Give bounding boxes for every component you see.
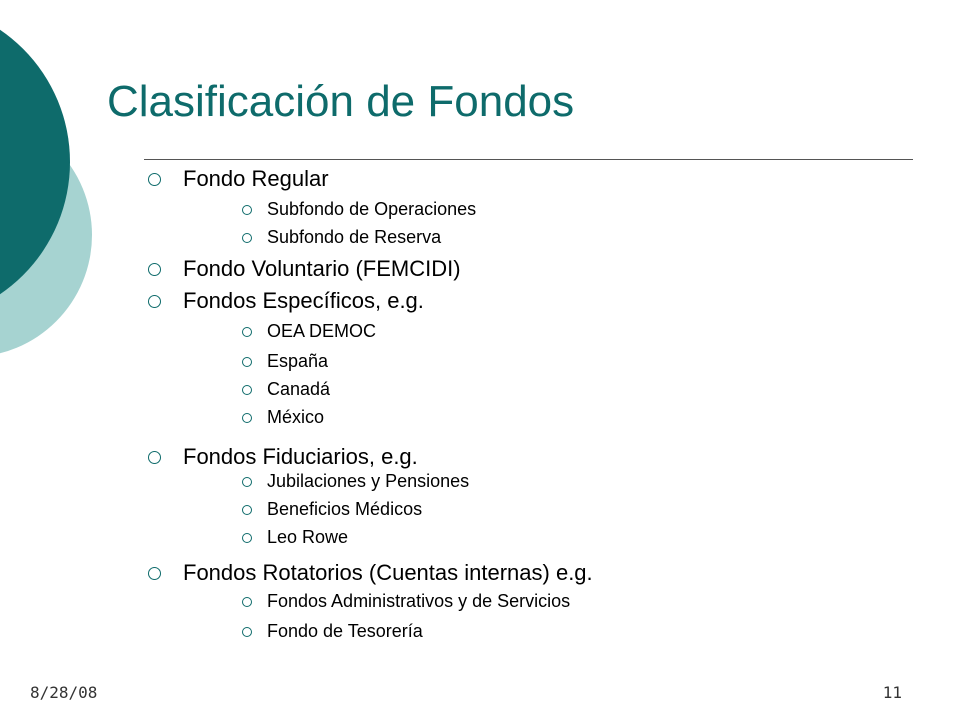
- sub-bullet-item: [267, 350, 328, 372]
- bullet-text: España: [267, 351, 329, 371]
- bullet-text: Subfondo de Reserva: [267, 227, 442, 247]
- sub-bullet-item: [267, 620, 423, 642]
- sub-bullet-item: [267, 198, 476, 220]
- bullet-item: [183, 256, 461, 282]
- sub-bullet-item: [267, 590, 570, 612]
- circle-outline-icon: [242, 357, 252, 367]
- circle-outline-icon: [242, 477, 252, 487]
- circle-outline-icon: [242, 385, 252, 395]
- bullet-text: Beneficios Médicos: [267, 499, 423, 519]
- circle-outline-icon: [242, 533, 252, 543]
- circle-outline-icon: [242, 505, 252, 515]
- bullet-text: Jubilaciones y Pensiones: [267, 471, 470, 491]
- sub-bullet-item: [267, 498, 422, 520]
- bullet-text: Fondo Voluntario (FEMCIDI): [183, 256, 461, 281]
- circle-outline-icon: [148, 567, 161, 580]
- bullet-text: Subfondo de Operaciones: [267, 199, 477, 219]
- circle-outline-icon: [242, 597, 252, 607]
- circle-outline-icon: [148, 263, 161, 276]
- bullet-text: Fondos Administrativos y de Servicios: [267, 591, 571, 611]
- bullet-text: Fondos Rotatorios (Cuentas internas) e.g.: [183, 560, 593, 585]
- bullet-text: Fondos Específicos, e.g.: [183, 288, 424, 313]
- bullet-item: [183, 166, 329, 192]
- sub-bullet-item: [267, 406, 324, 428]
- circle-outline-icon: [242, 205, 252, 215]
- sub-bullet-item: [267, 470, 469, 492]
- bullet-item: [183, 288, 424, 314]
- circle-outline-icon: [148, 295, 161, 308]
- bullet-item: [183, 444, 418, 470]
- bullet-text: Canadá: [267, 379, 331, 399]
- sub-bullet-item: [267, 526, 348, 548]
- bullet-text: México: [267, 407, 325, 427]
- bullet-item: [183, 560, 593, 586]
- circle-outline-icon: [242, 627, 252, 637]
- circle-outline-icon: [148, 173, 161, 186]
- bullet-text: OEA DEMOC: [267, 321, 377, 341]
- circle-outline-icon: [148, 451, 161, 464]
- bullet-text: Fondo de Tesorería: [267, 621, 423, 641]
- page-number: 11: [882, 683, 902, 702]
- circle-outline-icon: [242, 233, 252, 243]
- sub-bullet-item: [267, 226, 441, 248]
- bullet-text: Leo Rowe: [267, 527, 349, 547]
- slide-title: Clasificación de Fondos: [107, 77, 575, 126]
- circle-outline-icon: [242, 413, 252, 423]
- footer-date: 8/28/08: [30, 683, 98, 702]
- bullet-text: Fondos Fiduciarios, e.g.: [183, 444, 418, 469]
- bullet-text: Fondo Regular: [183, 166, 329, 191]
- sub-bullet-item: [267, 320, 376, 342]
- sub-bullet-item: [267, 378, 330, 400]
- circle-outline-icon: [242, 327, 252, 337]
